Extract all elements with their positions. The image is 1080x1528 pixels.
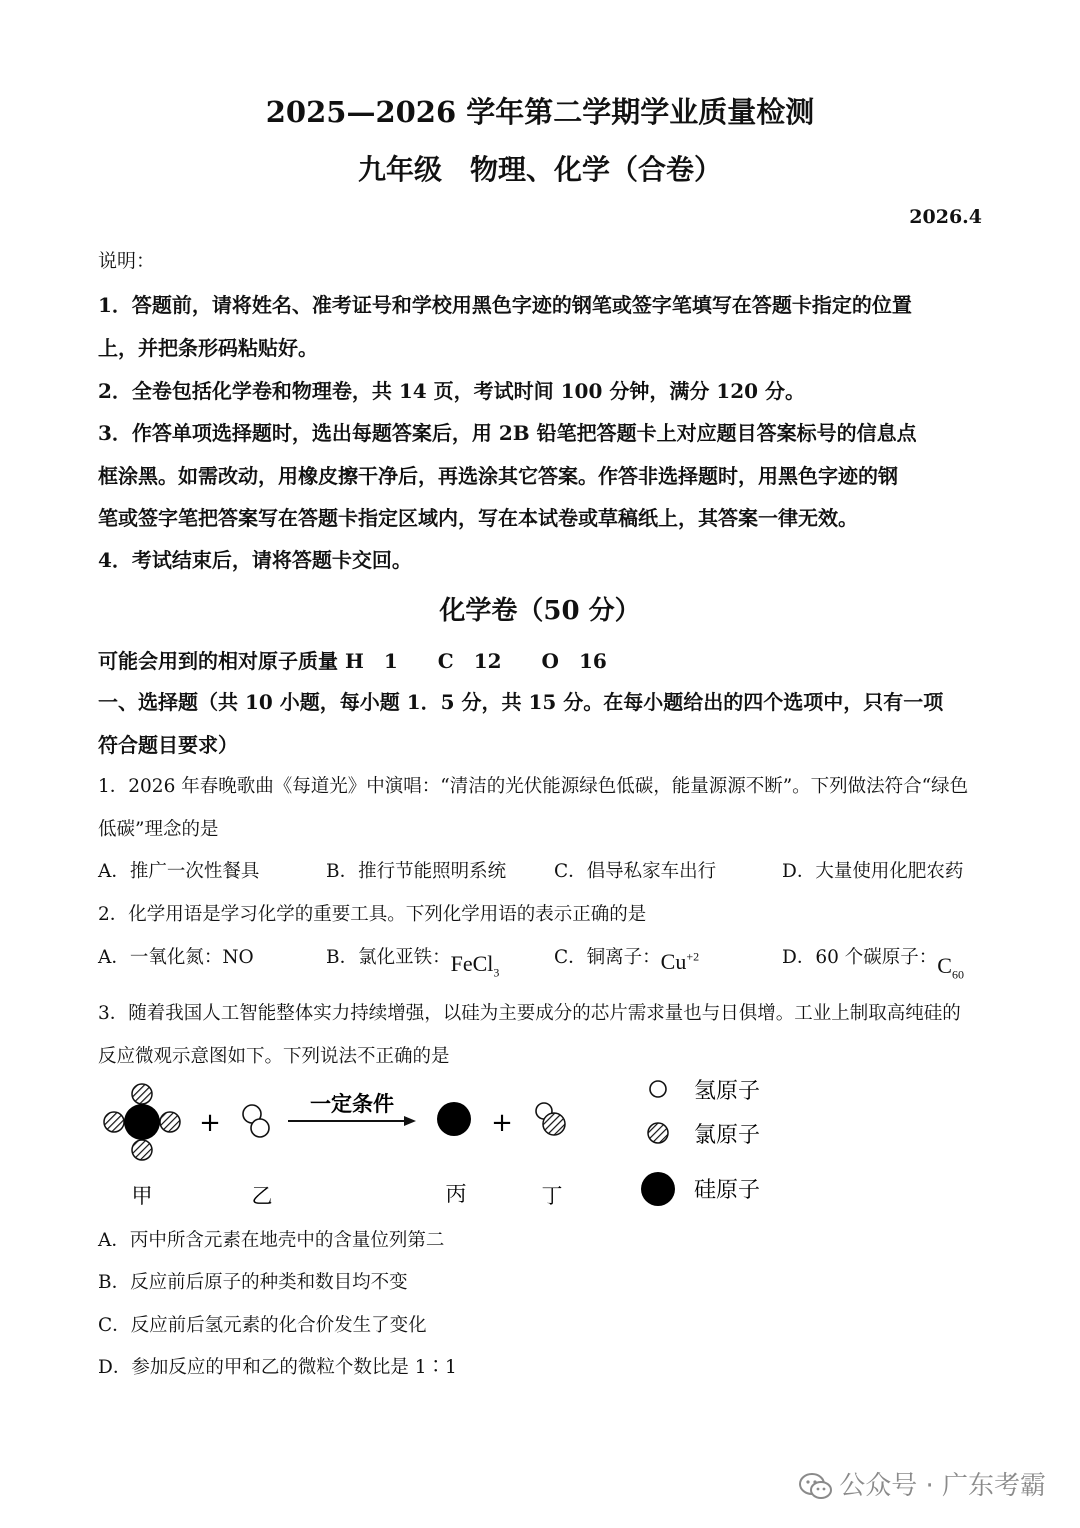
fecl-text: FeCl bbox=[450, 951, 494, 976]
note-line-1: 1．答题前，请将姓名、准考证号和学校用黑色字迹的钢笔或签字笔填写在答题卡指定的位置 bbox=[98, 293, 912, 317]
q3-option-c: C．反应前后氢元素的化合价发生了变化 bbox=[98, 1315, 427, 1336]
notes-heading: 说明： bbox=[98, 250, 156, 272]
note-line-2: 上，并把条形码粘贴好。 bbox=[98, 336, 318, 360]
reaction-condition: 一定条件 bbox=[310, 1092, 394, 1116]
molecule-jia bbox=[104, 1084, 180, 1160]
legend-chlorine: 氯原子 bbox=[694, 1123, 761, 1148]
label-jia: 甲 bbox=[131, 1184, 153, 1208]
q1-stem-line-1: 1．2026 年春晚歌曲《每道光》中演唱：“清洁的光伏能源绿色低碳，能量源源不断”。下列做法符合“绿色 bbox=[98, 776, 969, 797]
molecule-ding bbox=[536, 1103, 565, 1135]
q1-stem-line-2: 低碳”理念的是 bbox=[98, 819, 219, 840]
q1-option-b: B．推行节能照明系统 bbox=[326, 861, 507, 882]
watermark-text: 公众号 · 广东考霸 bbox=[839, 1471, 1046, 1501]
q1-option-d: D．大量使用化肥农药 bbox=[782, 861, 964, 882]
note-line-3: 2．全卷包括化学卷和物理卷，共 14 页，考试时间 100 分钟，满分 120 分。 bbox=[98, 379, 806, 403]
legend bbox=[641, 1079, 760, 1206]
part-heading-line-2: 符合题目要求） bbox=[98, 733, 238, 757]
cu-text: Cu bbox=[660, 949, 687, 974]
q2-option-b bbox=[326, 943, 500, 980]
q2-option-c-formula bbox=[661, 949, 699, 974]
molecule-yi bbox=[243, 1105, 269, 1137]
atomic-masses: 可能会用到的相对原子质量 H 1 C 12 O 16 bbox=[98, 649, 607, 673]
q2-option-c bbox=[554, 943, 700, 974]
label-ding: 丁 bbox=[541, 1184, 563, 1208]
q1-option-a: A．推广一次性餐具 bbox=[98, 861, 260, 882]
plus-sign-1: + bbox=[199, 1108, 221, 1138]
q3-stem-line-2: 反应微观示意图如下。下列说法不正确的是 bbox=[98, 1046, 450, 1067]
q2-option-c-label: C．铜离子： bbox=[554, 947, 661, 968]
q1-option-c: C．倡导私家车出行 bbox=[554, 861, 717, 882]
q3-option-b: B．反应前后原子的种类和数目均不变 bbox=[98, 1272, 408, 1293]
q2-option-a: A．一氧化氮：NO bbox=[98, 947, 254, 968]
fecl-subscript: 3 bbox=[493, 965, 500, 980]
q3-stem-line-1: 3．随着我国人工智能整体实力持续增强，以硅为主要成分的芯片需求量也与日俱增。工业上制取高纯硅的 bbox=[98, 1003, 961, 1024]
q2-option-d-formula bbox=[937, 953, 964, 982]
cu-superscript: +2 bbox=[686, 949, 700, 964]
label-bing: 丙 bbox=[445, 1182, 467, 1206]
filled-circle-icon bbox=[641, 1172, 675, 1206]
part-heading-line-1: 一、选择题（共 10 小题，每小题 1．5 分，共 15 分。在每小题给出的四个选项中，只有一项 bbox=[98, 690, 944, 714]
q2-option-b-formula bbox=[450, 951, 500, 980]
reaction-diagram bbox=[90, 1075, 810, 1215]
reaction-arrow-head bbox=[404, 1116, 416, 1126]
note-line-5: 框涂黑。如需改动，用橡皮擦干净后，再选涂其它答案。作答非选择题时，用黑色字迹的钢 bbox=[98, 464, 898, 488]
q3-option-d: D．参加反应的甲和乙的微粒个数比是 1∶1 bbox=[98, 1357, 457, 1378]
exam-subtitle: 九年级 物理、化学（合卷） bbox=[357, 153, 722, 186]
exam-date: 2026.4 bbox=[909, 206, 982, 228]
q2-option-d-label: D．60 个碳原子： bbox=[782, 947, 938, 968]
exam-title: 2025—2026 学年第二学期学业质量检测 bbox=[265, 95, 815, 129]
label-yi: 乙 bbox=[251, 1184, 273, 1208]
legend-silicon: 硅原子 bbox=[694, 1178, 761, 1203]
hatched-circle-icon bbox=[648, 1123, 668, 1143]
molecule-bing bbox=[437, 1102, 471, 1136]
section-title: 化学卷（50 分） bbox=[439, 596, 641, 626]
q3-option-a: A．丙中所含元素在地壳中的含量位列第二 bbox=[98, 1230, 445, 1251]
legend-hydrogen: 氢原子 bbox=[694, 1079, 761, 1104]
wechat-icon bbox=[799, 1473, 833, 1501]
q2-option-b-label: B．氯化亚铁： bbox=[326, 947, 451, 968]
note-line-4: 3．作答单项选择题时，选出每题答案后，用 2B 铅笔把答题卡上对应题目答案标号的信息点 bbox=[98, 421, 917, 445]
note-line-6: 笔或签字笔把答案写在答题卡指定区域内，写在本试卷或草稿纸上，其答案一律无效。 bbox=[98, 506, 858, 530]
open-circle-icon bbox=[650, 1081, 666, 1097]
plus-sign-2: + bbox=[491, 1108, 513, 1138]
watermark bbox=[799, 1465, 1046, 1502]
c-subscript: 60 bbox=[951, 967, 964, 982]
note-line-7: 4．考试结束后，请将答题卡交回。 bbox=[98, 548, 412, 572]
c-text: C bbox=[937, 953, 952, 978]
q2-stem: 2．化学用语是学习化学的重要工具。下列化学用语的表示正确的是 bbox=[98, 904, 647, 925]
q2-option-d bbox=[782, 943, 964, 982]
